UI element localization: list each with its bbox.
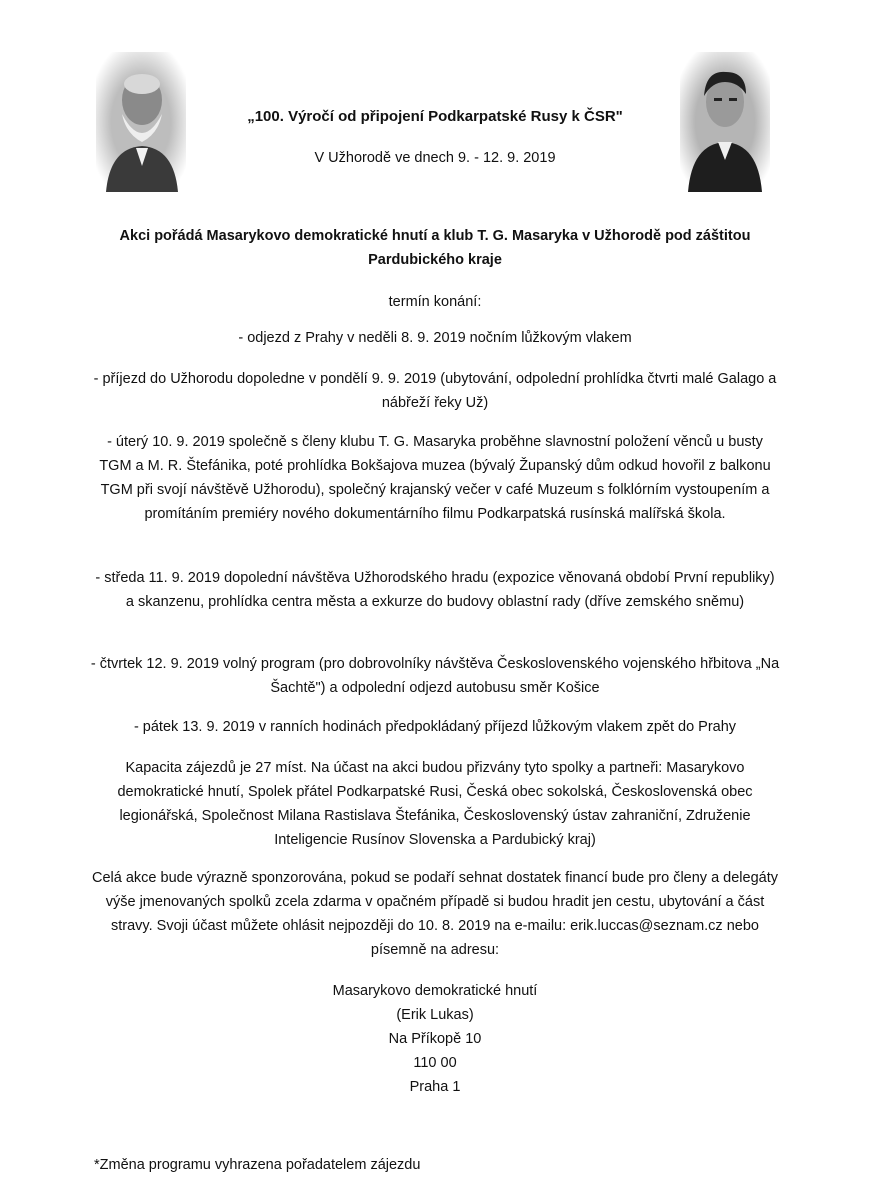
address-line: 110 00 <box>413 1055 457 1071</box>
portrait-photo-icon <box>680 52 770 192</box>
itinerary-item: - příjezd do Užhorodu dopoledne v pondělí 9. 9. 2019 (ubytování, odpolední prohlídka čtvrti malé Galago a nábřeží řeky Už) <box>93 371 777 411</box>
itinerary-item: - odjezd z Prahy v neděli 8. 9. 2019 nočním lůžkovým vlakem <box>238 330 632 346</box>
postal-address <box>90 979 780 1099</box>
sponsorship-paragraph: Celá akce bude výrazně sponzorována, pokud se podaří sehnat dostatek financí bude pro členy a delegáty výše jmenovaných spolků zcela zdarma v opačném případě si budou hradit jen cestu, ubytování a část stravy. Svoji účast můžete ohlásit nejpozději do 10. 8. 2019 na e-mailu: erik.luccas@seznam.cz nebo písemně na adresu: <box>92 870 778 958</box>
document-subtitle: V Užhorodě ve dnech 9. - 12. 9. 2019 <box>314 150 556 166</box>
organizer-statement: Akci pořádá Masarykovo demokratické hnutí a klub T. G. Masaryka v Užhorodě pod záštitou Pardubického kraje <box>119 228 751 268</box>
itinerary-item: - čtvrtek 12. 9. 2019 volný program (pro dobrovolníky návštěva Československého vojenského hřbitova „Na Šachtě") a odpolední odjezd autobusu směr Košice <box>90 656 780 696</box>
term-label: termín konání: <box>388 294 482 310</box>
capacity-paragraph: Kapacita zájezdů je 27 míst. Na účast na akci budou přizvány tyto spolky a partneři: Masarykovo demokratické hnutí, Spolek přátel Podkarpatské Rusi, Česká obec sokolská, Československá obec legionářská, Společnost Milana Rastislava Štefánika, Československý ústav zahraniční, Združenie Inteligencie Rusínov Slovenska a Pardubický kraj) <box>117 760 753 848</box>
address-line: Na Příkopě 10 <box>388 1031 482 1047</box>
footnote: *Změna programu vyhrazena pořadatelem zájezdu <box>94 1157 421 1173</box>
itinerary-item: - pátek 13. 9. 2019 v ranních hodinách předpokládaný příjezd lůžkovým vlakem zpět do Prahy <box>133 719 737 735</box>
address-line: (Erik Lukas) <box>396 1007 474 1023</box>
address-line: Masarykovo demokratické hnutí <box>332 983 538 999</box>
itinerary-item: - úterý 10. 9. 2019 společně s členy klubu T. G. Masaryka proběhne slavnostní položení věnců u busty TGM a M. R. Štefánika, poté prohlídka Bokšajova muzea (bývalý Županský dům odkud hovořil z balkonu TGM při svojí návštěvě Užhorodu), společný krajanský večer v café Muzeum s folklórním vystoupením a promítáním premiéry nového dokumentárního filmu Podkarpatská rusínská malířská škola. <box>99 434 771 522</box>
portrait-photo-icon <box>96 52 186 192</box>
itinerary-item: - středa 11. 9. 2019 dopolední návštěva Užhorodského hradu (expozice věnovaná období První republiky) a skanzenu, prohlídka centra města a exkurze do budovy oblastní rady (dříve zemského sněmu) <box>95 570 775 610</box>
document-title: „100. Výročí od připojení Podkarpatské Rusy k ČSR" <box>247 108 623 125</box>
address-line: Praha 1 <box>409 1079 461 1095</box>
